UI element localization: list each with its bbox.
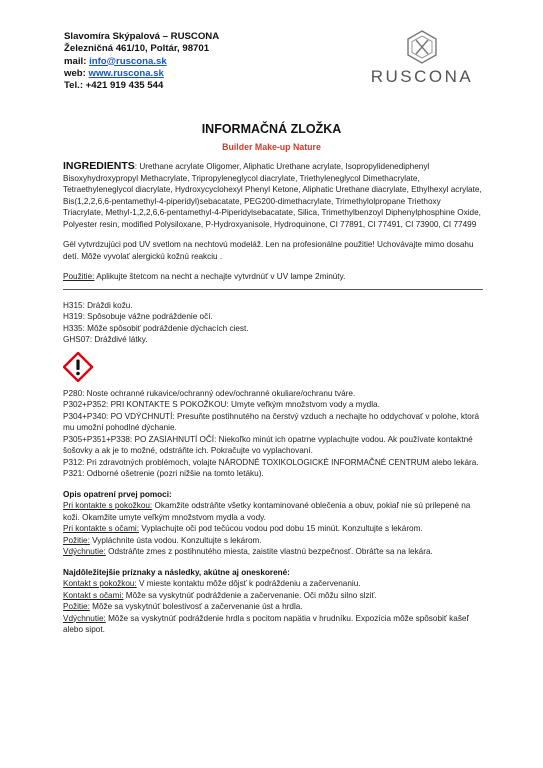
first-aid-item: Pri kontakte s pokožkou: Okamžite odstráňte všetky kontaminované oblečenia a obuv, pokiaľ nie sú prilepené na koži. Okamžite umyte veľkým množstvom mydla a vody. <box>63 501 471 522</box>
symptom-item: Požitie: Môže sa vyskytnúť bolestivosť a začervenanie úst a hrdla. <box>63 602 303 611</box>
company-mail: mail: info@ruscona.sk <box>64 55 167 67</box>
company-address: Železničná 461/10, Poltár, 98701 <box>64 43 210 55</box>
ruscona-logo <box>362 30 482 100</box>
symptom-item: Vdýchnutie: Môže sa vyskytnúť podráždenie hrdla s pocitom napätia v hrudníku. Expozícia môže spôsobiť kašeľ alebo sipot. <box>63 613 469 634</box>
first-aid-heading: Opis opatrení prvej pomoci: <box>63 489 172 499</box>
precaution-statement: P321: Odborné ošetrenie (pozri nižšie na tomto letáku). <box>63 469 264 478</box>
precaution-statement: P302+P352: PRI KONTAKTE S POKOŽKOU: Umyte veľkým množstvom vody a mydla. <box>63 400 380 409</box>
ruscona-logo-icon <box>405 30 439 64</box>
document-body <box>63 161 483 636</box>
logo-wordmark: RUSCONA <box>370 67 474 86</box>
web-link[interactable]: www.ruscona.sk <box>88 67 164 79</box>
ingredients-label: INGREDIENTS <box>63 160 135 172</box>
precaution-statement: P305+P351+P338: PO ZASIAHNUTÍ OČÍ: Niekoľko minút ich opatrne vyplachujte vodou. Ak používate kontaktné šošovky a ak je to možné, odstráňte ich. Pokračujte vo vyplachovaní. <box>63 434 473 455</box>
company-header <box>64 31 219 92</box>
precaution-statement: P280: Noste ochranné rukavice/ochranný odev/ochranné okuliare/ochranu tváre. <box>63 388 356 398</box>
hazard-statement: GHS07: Dráždivé látky. <box>63 335 148 344</box>
company-phone: Tel.: +421 919 435 544 <box>64 80 164 92</box>
first-aid-item: Vdýchnutie: Odstráňte zmes z postihnutého miesta, zaistite vlastnú bezpečnosť. Obráťte sa na lekára. <box>63 547 433 556</box>
ghs-pictogram <box>63 352 483 382</box>
usage-label: Použitie: <box>63 272 95 281</box>
mail-link[interactable]: info@ruscona.sk <box>89 55 167 67</box>
usage-text: Aplikujte štetcom na necht a nechajte vytvrdnúť v UV lampe 2minúty. <box>94 272 346 281</box>
ghs07-exclamation-icon <box>63 352 93 382</box>
company-web: web: www.ruscona.sk <box>64 67 164 79</box>
precaution-statement: P312: Pri zdravotných problémoch, volajte NÁRODNÉ TOXIKOLOGICKÉ INFORMAČNÉ CENTRUM alebo lekára. <box>63 457 479 467</box>
divider <box>63 289 483 290</box>
document-title: INFORMAČNÁ ZLOŽKA <box>201 122 342 136</box>
symptom-item: Kontakt s očami: Môže sa vyskytnúť podráždenie a začervenanie. Oči môžu silno slziť. <box>63 590 377 600</box>
usage-paragraph <box>63 271 483 283</box>
ingredients-text: Urethane acrylate Oligomer, Aliphatic Urethane acrylate, Isopropylidenediphenyl Bisoxyhydroxypropyl Methacrylate, Tripropyleneglycol diacrylate, Triethyleneglycol Dimethacrylate, Tetraethyleneglycol diacrylate, Hydroxycyclohexyl Phenyl Ketone, Aliphatic Urethane diacrylate, Ethylhexyl acrylate, Bis(1,2,2,6,6-pentamethyl-4-piperidyl)sebacatate, PEG200-dimethacrylate, Trimethylolpropane Triethoxy Triacrylate, Methyl-1,2,2,6,6-pentamethyl-4-Piperidylsebacatate, Silica, Trimethylbenzoyl Diphenylphosphine Oxide, Polyester resin, modified Polysiloxane, P-Hydroxyanisole, Hydroquinone, CI 77891, CI 77491, CI 73900, CI 77499 <box>63 162 482 229</box>
symptoms-heading: Najdôležitejšie príznaky a následky, akútne aj oneskorené: <box>63 567 290 577</box>
first-aid-item: Požitie: Vypláchnite ústa vodou. Konzultujte s lekárom. <box>63 535 262 545</box>
hazard-statement: H315: Dráždi kožu. <box>63 300 133 310</box>
hazard-statement: H335: Môže spôsobiť podráždenie dýchacích ciest. <box>63 323 249 333</box>
product-name: Builder Make-up Nature <box>222 142 321 152</box>
precaution-statement: P304+P340: PO VDÝCHNUTÍ: Presuňte postihnutého na čerstvý vzduch a nechajte ho oddychovať v polohe, ktorá mu umožní pohodlné dýchanie. <box>63 411 480 432</box>
product-description: Gél vytvrdzujúci pod UV svetlom na nechtovú modeláž. Len na profesionálne použitie! Uchovávajte mimo dosahu detí. Môže vyvolať alergickú kožnú reakciu . <box>63 240 474 261</box>
symptom-item: Kontakt s pokožkou: V mieste kontaktu môže dôjsť k podráždeniu a začervenaniu. <box>63 579 361 588</box>
hazard-statement: H319: Spôsobuje vážne podráždenie očí. <box>63 312 213 321</box>
ingredients-paragraph: INGREDIENTS: Urethane acrylate Oligomer, Aliphatic Urethane acrylate, Isopropylidenediphenyl Bisoxyhydroxypropyl Methacrylate, Tripropyleneglycol diacrylate, Triethyleneglycol Dimethacrylate, Tetraethyleneglycol diacrylate, Hydroxycyclohexyl Phenyl Ketone, Aliphatic Urethane diacrylate, Ethylhexyl acrylate, Bis(1,2,2,6,6-pentamethyl-4-piperidyl)sebacatate, PEG200-dimethacrylate, Trimethylolpropane Triethoxy Triacrylate, Methyl-1,2,2,6,6-pentamethyl-4-Piperidylsebacatate, Silica, Trimethylbenzoyl Diphenylphosphine Oxide, Polyester resin, modified Polysiloxane, P-Hydroxyanisole, Hydroquinone, CI 77891, CI 77491, CI 73900, CI 77499 <box>63 160 482 229</box>
company-name: Slavomíra Skýpalová – RUSCONA <box>64 31 220 42</box>
first-aid-item: Pri kontakte s očami: Vyplachujte oči pod tečúcou vodou pod dobu 15 minút. Konzultujte s lekárom. <box>63 524 423 533</box>
